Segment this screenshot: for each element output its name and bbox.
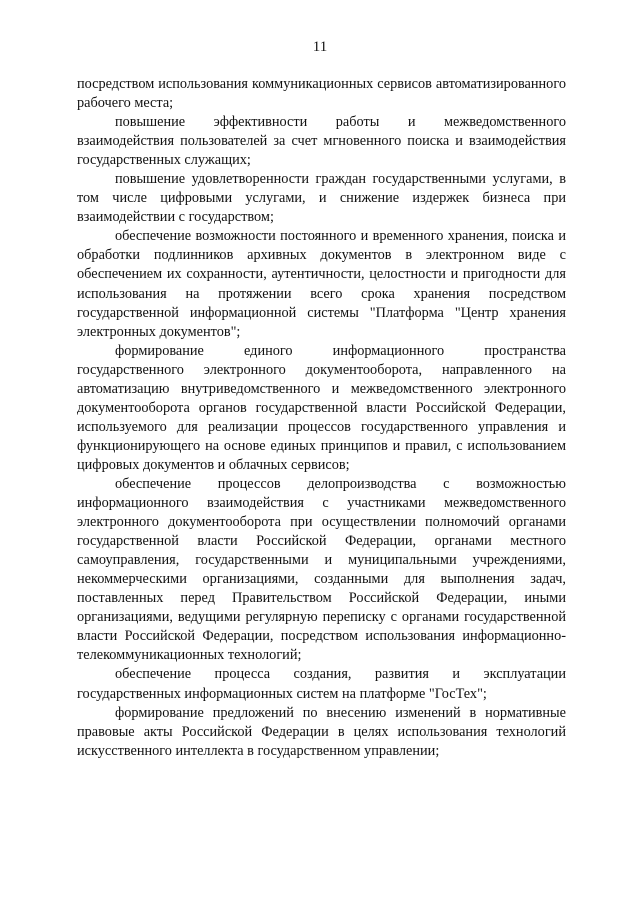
- page-number: 11: [312, 39, 328, 55]
- paragraph-continuation: посредством использования коммуникационных сервисов автоматизированного рабочего места;: [77, 76, 566, 112]
- paragraph: повышение эффективности работы и межведомственного взаимодействия пользователей за счет мгновенного поиска и взаимодействия государственных служащих;: [77, 114, 566, 169]
- paragraph: обеспечение возможности постоянного и временного хранения, поиска и обработки подлинников архивных документов в электронном виде с обеспечением их сохранности, аутентичности, целостности и пригодности для использования на протяжении всего срока хранения посредством государственной информационной системы "Платформа "Центр хранения электронных документов";: [77, 228, 566, 340]
- paragraph: повышение удовлетворенности граждан государственными услугами, в том числе цифровыми услугами, и снижение издержек бизнеса при взаимодействии с государством;: [77, 171, 566, 226]
- paragraph: обеспечение процесса создания, развития и эксплуатации государственных информационных систем на платформе "ГосТех";: [77, 666, 566, 702]
- paragraph: формирование предложений по внесению изменений в нормативные правовые акты Российской Федерации в целях использования технологий искусственного интеллекта в государственном управлении;: [77, 704, 566, 759]
- document-body: [77, 75, 566, 761]
- paragraph: обеспечение процессов делопроизводства с возможностью информационного взаимодействия с участниками межведомственного электронного документооборота при осуществлении полномочий органами государственной власти Российской Федерации, органами местного самоуправления, государственными и муниципальными учреждениями, некоммерческими организациями, созданными для выполнения задач, поставленных перед Правительством Российской Федерации, иными организациями, ведущими регулярную переписку с органами государственной власти Российской Федерации, посредством использования информационно-телекоммуникационных технологий;: [77, 475, 566, 664]
- paragraph: формирование единого информационного пространства государственного электронного документооборота, направленного на автоматизацию внутриведомственного и межведомственного электронного документооборота органов государственной власти Российской Федерации, используемого для реализации процессов государственного управления и функционирующего на основе единых принципов и правил, с использованием цифровых документов и облачных сервисов;: [77, 342, 566, 473]
